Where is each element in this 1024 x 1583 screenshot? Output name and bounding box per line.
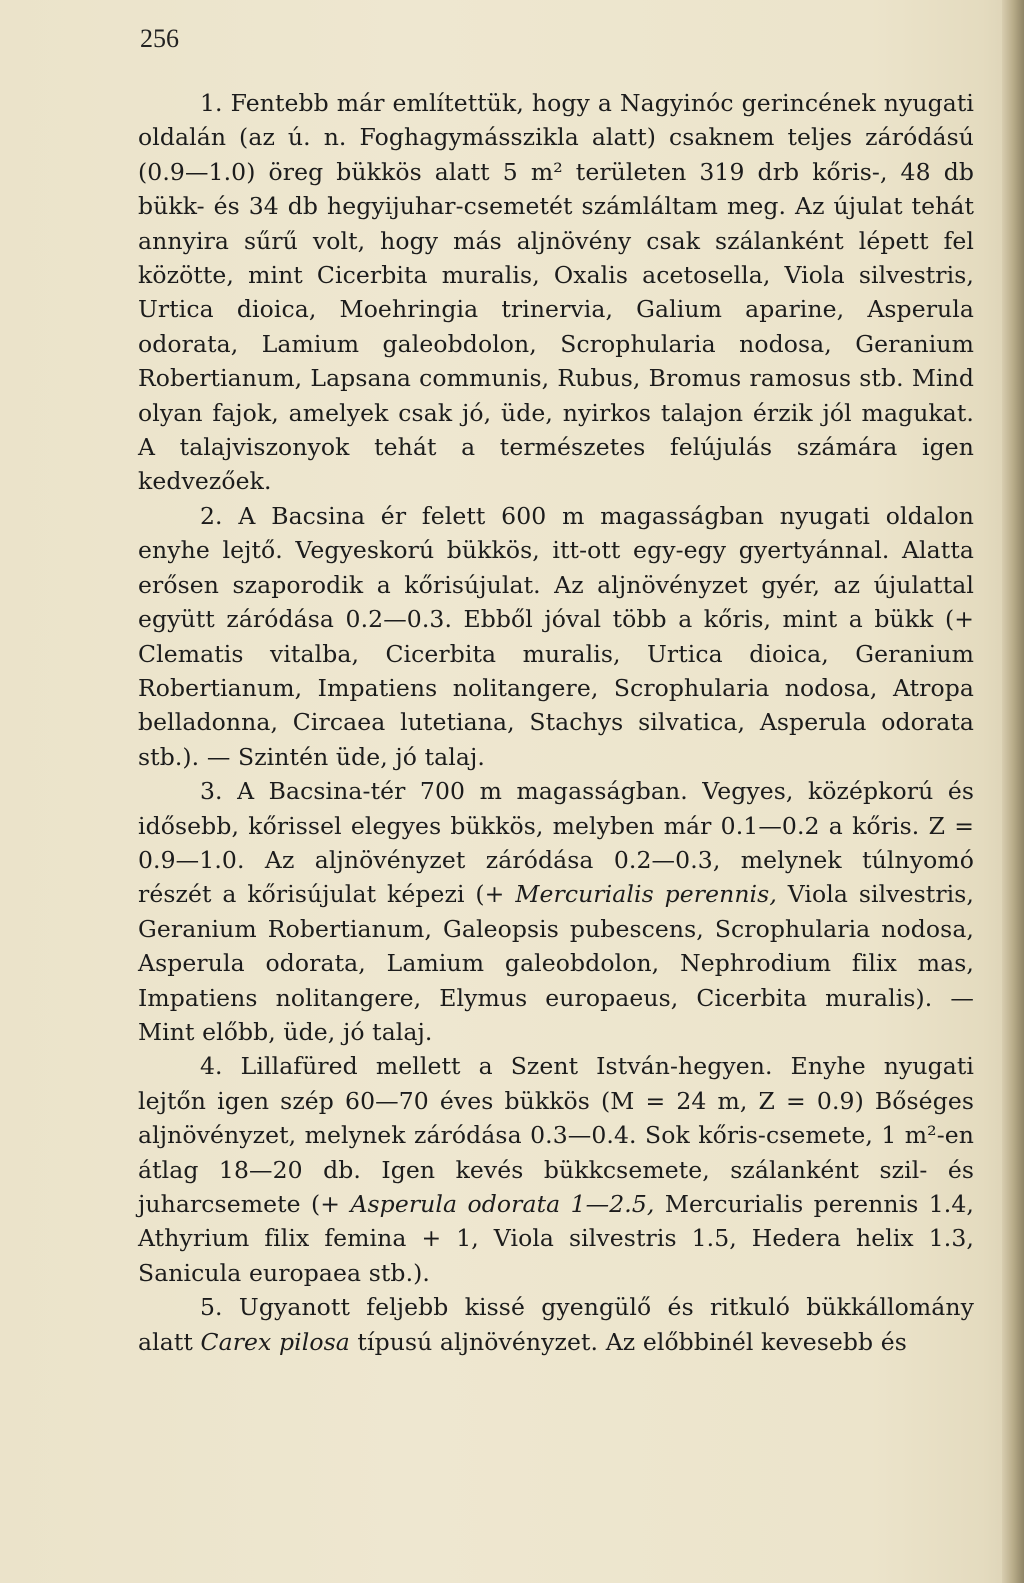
paragraph-5-species-italic: Carex pilosa	[200, 1327, 350, 1356]
paragraph-3	[138, 774, 974, 1049]
page-number: 256	[140, 24, 179, 53]
paragraph-4-text-b: Mercurialis perennis 1.4, Athyrium filix femina + 1, Viola silvestris 1.5, Hedera helix 1.3, Sanicula europaea stb.).	[138, 1190, 974, 1287]
paragraph-4	[138, 1049, 974, 1290]
page-edge-shadow	[1002, 0, 1024, 1583]
paragraph-3-text-a: 3. A Bacsina-tér 700 m magasságban. Vegyes, középkorú és idősebb, kőrissel elegyes bükkös, melyben már 0.1—0.2 a kőris. Z = 0.9—1.0. Az aljnövényzet záródása 0.2—0.3, melynek túlnyomó részét a kőrisújulat képezi (+	[138, 777, 974, 909]
paragraph-2	[138, 499, 974, 774]
paragraph-5-text-a: 5. Ugyanott feljebb kissé gyengülő és ritkuló bükkállomány alatt	[138, 1293, 974, 1356]
body-text	[138, 86, 974, 1359]
paragraph-1-text: 1. Fentebb már említettük, hogy a Nagyinóc gerincének nyugati oldalán (az ú. n. Foghagymásszikla alatt) csaknem teljes záródású (0.9—1.0) öreg bükkös alatt 5 m² területen 319 drb kőris-, 48 db bükk- és 34 db hegyijuhar-csemetét számláltam meg. Az újulat tehát annyira sűrű volt, hogy más aljnövény csak szálanként lépett fel közötte, mint Cicerbita muralis, Oxalis acetosella, Viola silvestris, Urtica dioica, Moehringia trinervia, Galium aparine, Asperula odorata, Lamium galeobdolon, Scrophularia nodosa, Geranium Robertianum, Lapsana communis, Rubus, Bromus ramosus stb. Mind olyan fajok, amelyek csak jó, üde, nyirkos talajon érzik jól magukat. A talajviszonyok tehát a természetes felújulás számára igen kedvezőek.	[138, 89, 974, 496]
paragraph-4-text-a: 4. Lillafüred mellett a Szent István-hegyen. Enyhe nyugati lejtőn igen szép 60—70 éves bükkös (M = 24 m, Z = 0.9) Bőséges aljnövényzet, melynek záródása 0.3—0.4. Sok kőris-csemete, 1 m²-en átlag 18—20 db. Igen kevés bükkcsemete, szálanként szil- és juharcsemete (+	[138, 1052, 974, 1218]
paragraph-2-text: 2. A Bacsina ér felett 600 m magasságban nyugati oldalon enyhe lejtő. Vegyeskorú bükkös, itt-ott egy-egy gyertyánnal. Alatta erősen szaporodik a kőrisújulat. Az aljnövényzet gyér, az újulattal együtt záródása 0.2—0.3. Ebből jóval több a kőris, mint a bükk (+ Clematis vitalba, Cicerbita muralis, Urtica dioica, Geranium Robertianum, Impatiens nolitangere, Scrophularia nodosa, Atropa belladonna, Circaea lutetiana, Stachys silvatica, Asperula odorata stb.). — Szintén üde, jó talaj.	[138, 501, 974, 771]
paragraph-5	[138, 1290, 974, 1359]
paragraph-1	[138, 86, 974, 499]
paragraph-5-text-b: típusú aljnövényzet. Az előbbinél kevesebb és	[349, 1327, 907, 1356]
paragraph-4-species-italic: Asperula odorata 1—2.5,	[350, 1190, 655, 1218]
paragraph-3-text-b: Viola silvestris, Geranium Robertianum, Galeopsis pubescens, Scrophularia nodosa, Asperula odorata, Lamium galeobdolon, Nephrodium filix mas, Impatiens nolitangere, Elymus europaeus, Cicerbita muralis). — Mint előbb, üde, jó talaj.	[138, 880, 975, 1046]
paragraph-3-species-italic: Mercurialis perennis,	[515, 880, 777, 909]
